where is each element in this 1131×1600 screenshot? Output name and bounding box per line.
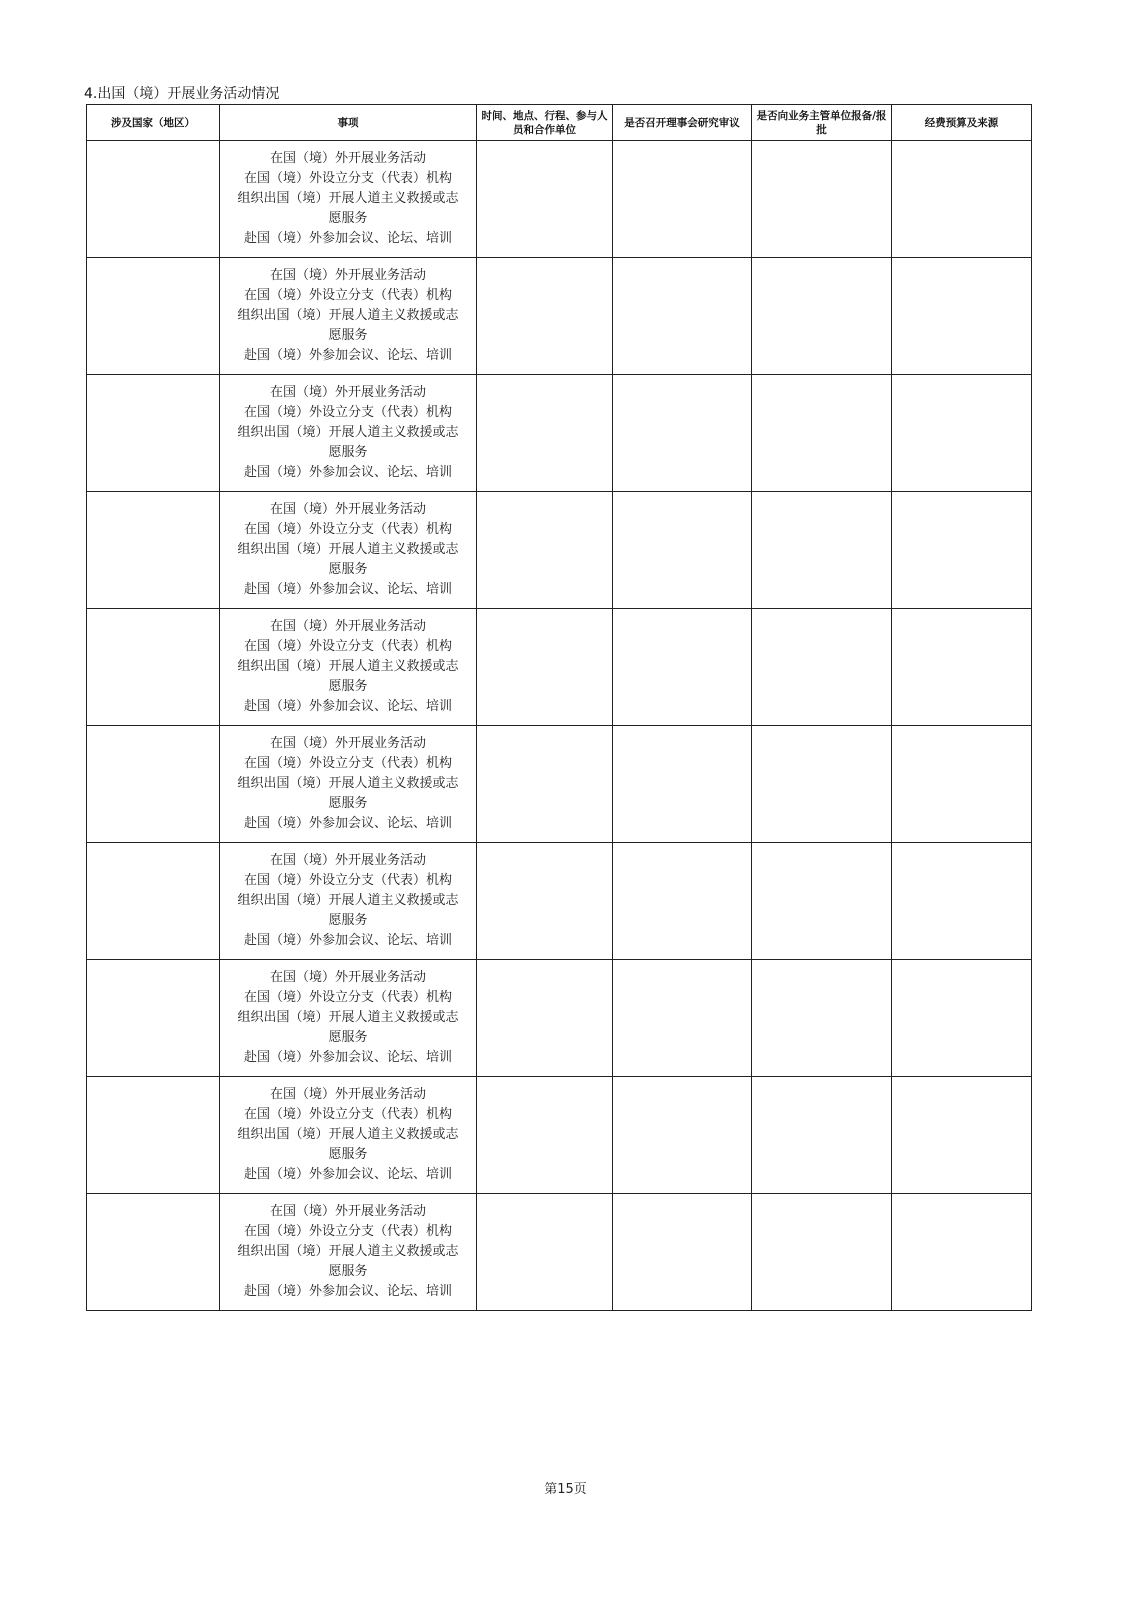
item-option-line: 赴国（境）外参加会议、论坛、培训	[243, 465, 452, 480]
item-option-line: 愿服务	[328, 1030, 368, 1045]
item-option-line: 组织出国（境）开展人道主义救援或志	[237, 191, 459, 206]
item-option-line: 赴国（境）外参加会议、论坛、培训	[243, 1050, 452, 1065]
item-option-line: 在国（境）外设立分支（代表）机构	[243, 522, 452, 537]
item-option-line: 赴国（境）外参加会议、论坛、培训	[243, 231, 452, 246]
item-option-line: 在国（境）外设立分支（代表）机构	[243, 756, 452, 771]
header-supervisor-filing: 是否向业务主管单位报备/报批	[752, 105, 892, 141]
time-place-personnel-cell[interactable]	[477, 843, 613, 960]
item-option-line: 愿服务	[328, 211, 368, 226]
overseas-activities-table	[86, 104, 1032, 1311]
item-cell	[220, 960, 477, 1077]
item-option-line: 愿服务	[328, 1147, 368, 1162]
table-body	[87, 141, 1032, 1311]
item-option-line: 在国（境）外设立分支（代表）机构	[243, 873, 452, 888]
table-row	[87, 1077, 1032, 1194]
table-row	[87, 1194, 1032, 1311]
time-place-personnel-cell[interactable]	[477, 1194, 613, 1311]
item-option-line: 组织出国（境）开展人道主义救援或志	[237, 659, 459, 674]
item-option-line: 在国（境）外开展业务活动	[269, 970, 426, 985]
item-option-line: 愿服务	[328, 445, 368, 460]
item-cell	[220, 375, 477, 492]
council-review-cell[interactable]	[613, 258, 752, 375]
time-place-personnel-cell[interactable]	[477, 726, 613, 843]
table-row	[87, 726, 1032, 843]
item-cell	[220, 726, 477, 843]
item-option-line: 赴国（境）外参加会议、论坛、培训	[243, 699, 452, 714]
item-option-line: 在国（境）外开展业务活动	[269, 151, 426, 166]
item-option-line: 愿服务	[328, 328, 368, 343]
header-item: 事项	[220, 105, 477, 141]
country-region-cell[interactable]	[87, 1194, 220, 1311]
budget-source-cell[interactable]	[892, 1077, 1032, 1194]
time-place-personnel-cell[interactable]	[477, 375, 613, 492]
supervisor-filing-cell[interactable]	[752, 492, 892, 609]
country-region-cell[interactable]	[87, 492, 220, 609]
item-cell	[220, 141, 477, 258]
supervisor-filing-cell[interactable]	[752, 258, 892, 375]
header-council-review: 是否召开理事会研究审议	[613, 105, 752, 141]
country-region-cell[interactable]	[87, 960, 220, 1077]
time-place-personnel-cell[interactable]	[477, 960, 613, 1077]
budget-source-cell[interactable]	[892, 492, 1032, 609]
supervisor-filing-cell[interactable]	[752, 960, 892, 1077]
item-option-line: 在国（境）外设立分支（代表）机构	[243, 1224, 452, 1239]
council-review-cell[interactable]	[613, 375, 752, 492]
country-region-cell[interactable]	[87, 726, 220, 843]
time-place-personnel-cell[interactable]	[477, 609, 613, 726]
time-place-personnel-cell[interactable]	[477, 492, 613, 609]
item-option-line: 赴国（境）外参加会议、论坛、培训	[243, 348, 452, 363]
council-review-cell[interactable]	[613, 141, 752, 258]
item-option-line: 在国（境）外设立分支（代表）机构	[243, 639, 452, 654]
item-option-line: 在国（境）外开展业务活动	[269, 619, 426, 634]
item-option-line: 赴国（境）外参加会议、论坛、培训	[243, 1284, 452, 1299]
supervisor-filing-cell[interactable]	[752, 1194, 892, 1311]
supervisor-filing-cell[interactable]	[752, 609, 892, 726]
item-option-line: 组织出国（境）开展人道主义救援或志	[237, 1127, 459, 1142]
table-row	[87, 258, 1032, 375]
item-cell	[220, 492, 477, 609]
supervisor-filing-cell[interactable]	[752, 375, 892, 492]
header-time-place-personnel: 时间、地点、行程、参与人员和合作单位	[477, 105, 613, 141]
country-region-cell[interactable]	[87, 609, 220, 726]
item-option-line: 愿服务	[328, 679, 368, 694]
item-option-line: 组织出国（境）开展人道主义救援或志	[237, 425, 459, 440]
item-option-line: 组织出国（境）开展人道主义救援或志	[237, 542, 459, 557]
council-review-cell[interactable]	[613, 1194, 752, 1311]
budget-source-cell[interactable]	[892, 609, 1032, 726]
supervisor-filing-cell[interactable]	[752, 726, 892, 843]
item-option-line: 赴国（境）外参加会议、论坛、培训	[243, 816, 452, 831]
table-row	[87, 141, 1032, 258]
item-cell	[220, 843, 477, 960]
item-option-line: 在国（境）外开展业务活动	[269, 268, 426, 283]
item-option-line: 在国（境）外开展业务活动	[269, 736, 426, 751]
page-number: 第15页	[544, 1482, 587, 1497]
header-budget-source: 经费预算及来源	[892, 105, 1032, 141]
item-option-line: 组织出国（境）开展人道主义救援或志	[237, 308, 459, 323]
council-review-cell[interactable]	[613, 1077, 752, 1194]
budget-source-cell[interactable]	[892, 375, 1032, 492]
item-cell	[220, 609, 477, 726]
supervisor-filing-cell[interactable]	[752, 141, 892, 258]
item-option-line: 愿服务	[328, 796, 368, 811]
supervisor-filing-cell[interactable]	[752, 843, 892, 960]
council-review-cell[interactable]	[613, 609, 752, 726]
item-option-line: 赴国（境）外参加会议、论坛、培训	[243, 1167, 452, 1182]
item-option-line: 组织出国（境）开展人道主义救援或志	[237, 1010, 459, 1025]
item-option-line: 在国（境）外设立分支（代表）机构	[243, 405, 452, 420]
header-country-region: 涉及国家（地区）	[87, 105, 220, 141]
council-review-cell[interactable]	[613, 960, 752, 1077]
item-option-line: 赴国（境）外参加会议、论坛、培训	[243, 933, 452, 948]
item-option-line: 组织出国（境）开展人道主义救援或志	[237, 1244, 459, 1259]
item-option-line: 在国（境）外开展业务活动	[269, 853, 426, 868]
supervisor-filing-cell[interactable]	[752, 1077, 892, 1194]
item-option-line: 在国（境）外开展业务活动	[269, 1087, 426, 1102]
table-row	[87, 492, 1032, 609]
country-region-cell[interactable]	[87, 843, 220, 960]
item-cell	[220, 1194, 477, 1311]
item-option-line: 组织出国（境）开展人道主义救援或志	[237, 776, 459, 791]
table-row	[87, 843, 1032, 960]
item-option-line: 在国（境）外设立分支（代表）机构	[243, 288, 452, 303]
budget-source-cell[interactable]	[892, 1194, 1032, 1311]
item-option-line: 赴国（境）外参加会议、论坛、培训	[243, 582, 452, 597]
budget-source-cell[interactable]	[892, 726, 1032, 843]
item-option-line: 愿服务	[328, 1264, 368, 1279]
table-row	[87, 375, 1032, 492]
country-region-cell[interactable]	[87, 1077, 220, 1194]
item-option-line: 在国（境）外设立分支（代表）机构	[243, 171, 452, 186]
budget-source-cell[interactable]	[892, 960, 1032, 1077]
budget-source-cell[interactable]	[892, 843, 1032, 960]
table-header-row	[87, 105, 1032, 141]
item-option-line: 在国（境）外设立分支（代表）机构	[243, 1107, 452, 1122]
item-option-line: 组织出国（境）开展人道主义救援或志	[237, 893, 459, 908]
item-option-line: 在国（境）外开展业务活动	[269, 502, 426, 517]
country-region-cell[interactable]	[87, 258, 220, 375]
time-place-personnel-cell[interactable]	[477, 1077, 613, 1194]
item-option-line: 在国（境）外开展业务活动	[269, 1204, 426, 1219]
item-cell	[220, 1077, 477, 1194]
section-title: 4.出国（境）开展业务活动情况	[84, 86, 280, 102]
council-review-cell[interactable]	[613, 492, 752, 609]
table-row	[87, 609, 1032, 726]
budget-source-cell[interactable]	[892, 141, 1032, 258]
item-cell	[220, 258, 477, 375]
item-option-line: 愿服务	[328, 562, 368, 577]
country-region-cell[interactable]	[87, 141, 220, 258]
time-place-personnel-cell[interactable]	[477, 141, 613, 258]
table-row	[87, 960, 1032, 1077]
country-region-cell[interactable]	[87, 375, 220, 492]
council-review-cell[interactable]	[613, 843, 752, 960]
council-review-cell[interactable]	[613, 726, 752, 843]
item-option-line: 在国（境）外设立分支（代表）机构	[243, 990, 452, 1005]
item-option-line: 在国（境）外开展业务活动	[269, 385, 426, 400]
budget-source-cell[interactable]	[892, 258, 1032, 375]
item-option-line: 愿服务	[328, 913, 368, 928]
time-place-personnel-cell[interactable]	[477, 258, 613, 375]
